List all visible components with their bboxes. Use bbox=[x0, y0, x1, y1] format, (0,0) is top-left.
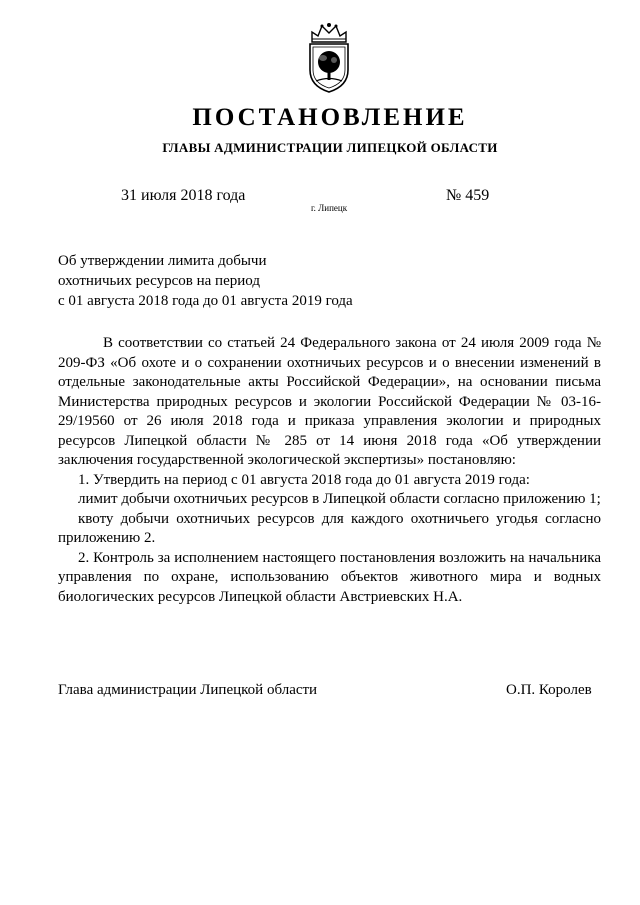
document-number: № 459 bbox=[446, 187, 490, 204]
document-subtitle: ГЛАВЫ АДМИНИСТРАЦИИ ЛИПЕЦКОЙ ОБЛАСТИ bbox=[162, 140, 498, 155]
signatory-position: Глава администрации Липецкой области bbox=[58, 682, 318, 698]
document-title: ПОСТАНОВЛЕНИЕ bbox=[192, 104, 468, 131]
coat-of-arms-icon bbox=[304, 20, 354, 94]
document-date: 31 июля 2018 года bbox=[121, 187, 246, 204]
document-subject bbox=[58, 251, 353, 311]
document-body bbox=[58, 334, 601, 607]
signatory-name: О.П. Королев bbox=[506, 682, 592, 698]
subject-line: с 01 августа 2018 года до 01 августа 2019 года bbox=[58, 293, 353, 309]
clause-2: 2. Контроль за исполнением настоящего постановления возложить на начальника управления по охране, использованию объектов животного мира и водных биологических ресурсов Липецкой области Австриевских Н.А. bbox=[58, 549, 601, 605]
clause-1-subitem: лимит добычи охотничьих ресурсов в Липецкой области согласно приложению 1; bbox=[78, 491, 601, 507]
subject-line: Об утверждении лимита добычи bbox=[58, 253, 267, 269]
clause-1: 1. Утвердить на период с 01 августа 2018 года до 01 августа 2019 года: bbox=[78, 471, 530, 488]
document-city: г. Липецк bbox=[311, 203, 348, 213]
clause-1-subitem: квоту добычи охотничьих ресурсов для каждого охотничьего угодья согласно приложению 2. bbox=[58, 510, 601, 546]
preamble-paragraph: В соответствии со статьей 24 Федерального закона от 24 июля 2009 года № 209-ФЗ «Об охоте и о сохранении охотничьих ресурсов и о внесении изменений в отдельные законодательные акты Российской Федерации», на основании письма Министерства природных ресурсов и экологии Российской Федерации № 03-16-29/19560 от 26 июля 2018 года и приказа управления экологии и природных ресурсов Липецкой области № 285 от 14 июня 2018 года «Об утверждении заключения государственной экологической экспертизы» постановляю: bbox=[58, 335, 601, 468]
subject-line: охотничьих ресурсов на период bbox=[58, 273, 260, 289]
